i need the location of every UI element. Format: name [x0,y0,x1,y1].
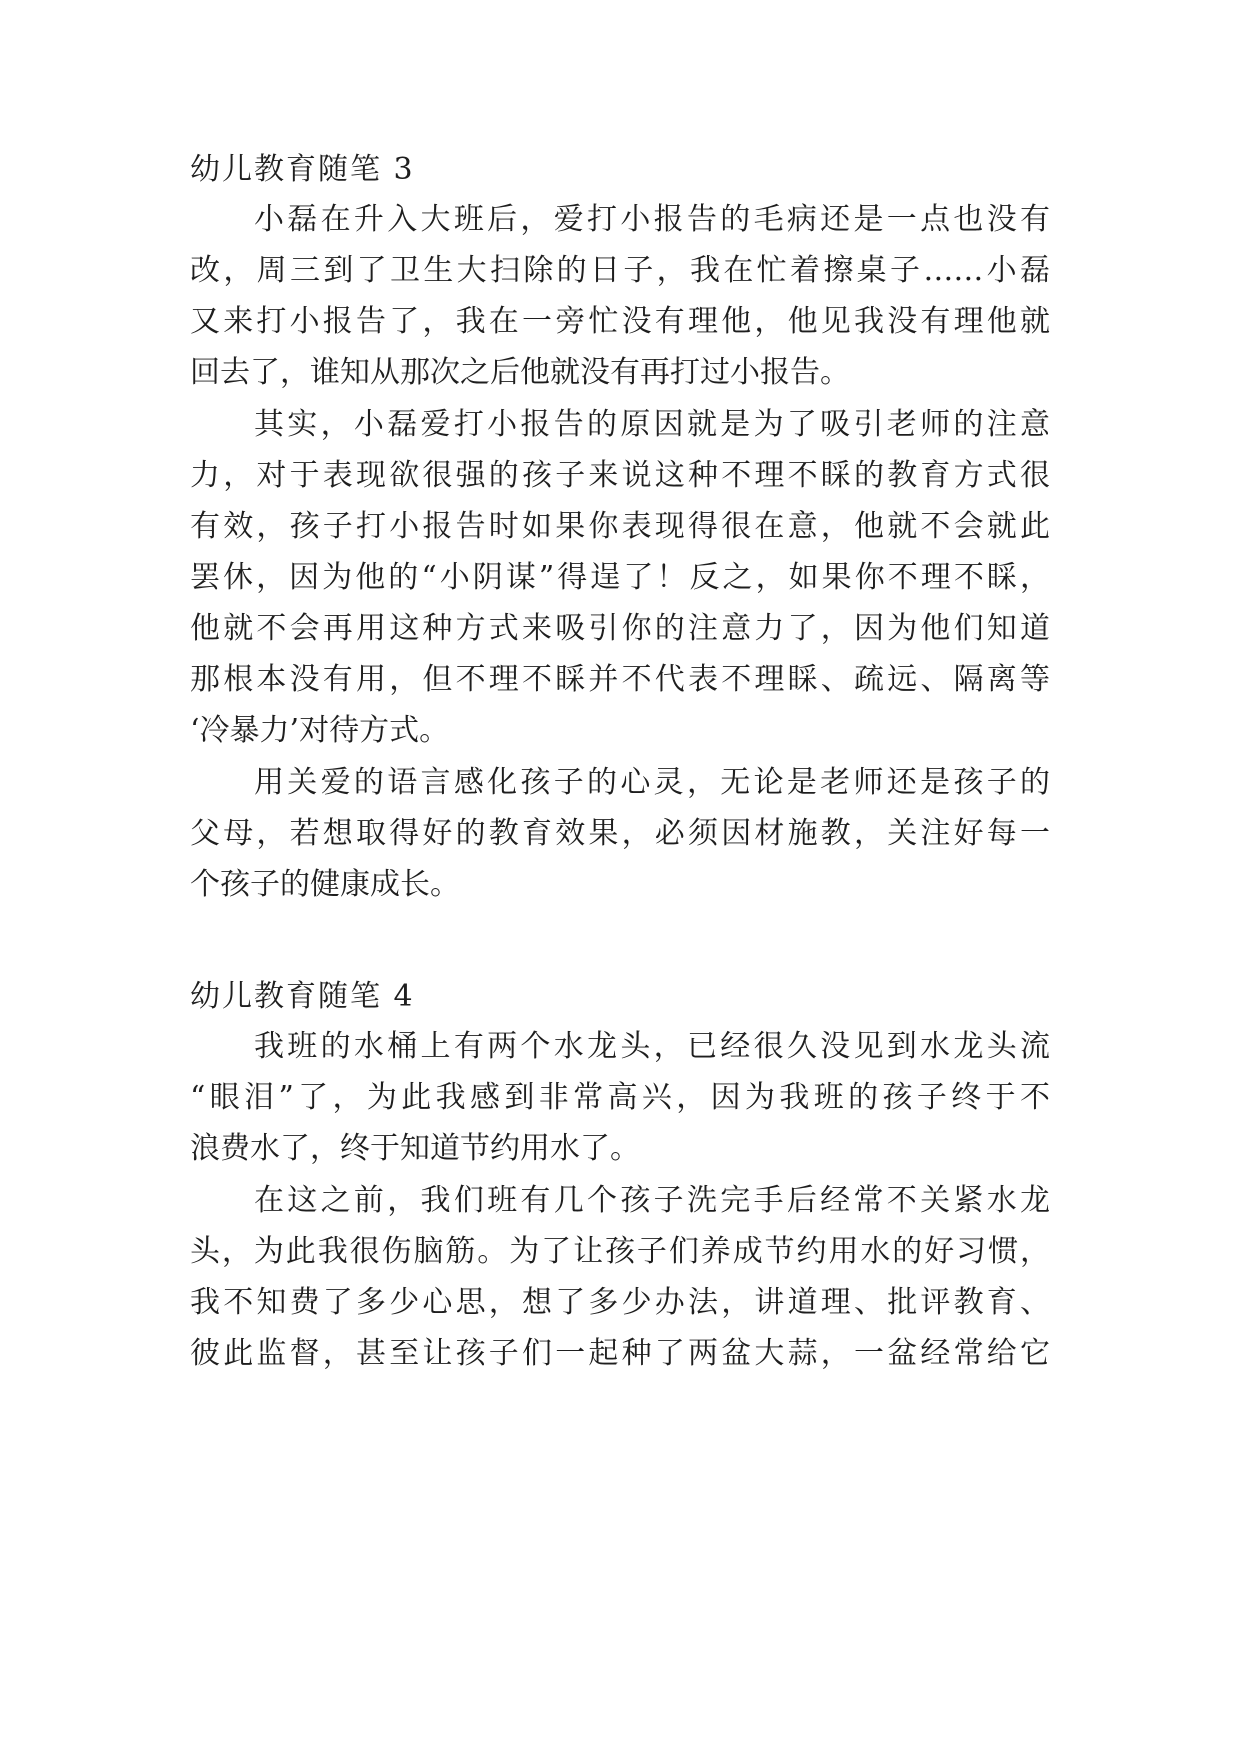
paragraph-line: ‘冷暴力’对待方式。 [190,713,450,748]
paragraph-line: 在这之前，我们班有几个孩子洗完手后经常不关紧水龙 [254,1183,1050,1218]
section-title-3: 幼儿教育随笔 3 [190,152,415,187]
paragraph-line: “眼泪”了，为此我感到非常高兴，因为我班的孩子终于不 [190,1080,1050,1115]
paragraph-line: 他就不会再用这种方式来吸引你的注意力了，因为他们知道 [190,611,1050,646]
paragraph-line: 回去了，谁知从那次之后他就没有再打过小报告。 [190,355,850,390]
paragraph-line: 个孩子的健康成长。 [190,867,460,902]
paragraph-line: 那根本没有用，但不理不睬并不代表不理睬、疏远、隔离等 [190,662,1050,697]
paragraph-line: 用关爱的语言感化孩子的心灵，无论是老师还是孩子的 [254,765,1050,800]
paragraph-line: 我不知费了多少心思，想了多少办法，讲道理、批评教育、 [190,1285,1050,1320]
paragraph-line: 又来打小报告了，我在一旁忙没有理他，他见我没有理他就 [190,304,1050,339]
paragraph-line: 浪费水了，终于知道节约用水了。 [190,1131,640,1166]
paragraph-line: 头，为此我很伤脑筋。为了让孩子们养成节约用水的好习惯， [190,1234,1050,1269]
paragraph-line: 小磊在升入大班后，爱打小报告的毛病还是一点也没有 [254,202,1050,237]
section-title-4: 幼儿教育随笔 4 [190,979,415,1014]
paragraph-line: 父母，若想取得好的教育效果，必须因材施教，关注好每一 [190,816,1050,851]
paragraph-line: 彼此监督，甚至让孩子们一起种了两盆大蒜，一盆经常给它 [190,1336,1050,1371]
paragraph-line: 力，对于表现欲很强的孩子来说这种不理不睬的教育方式很 [190,458,1050,493]
paragraph-line: 我班的水桶上有两个水龙头，已经很久没见到水龙头流 [254,1029,1050,1064]
paragraph-line: 罢休，因为他的“小阴谋”得逞了！反之，如果你不理不睬， [190,560,1050,595]
paragraph-line: 有效，孩子打小报告时如果你表现得很在意，他就不会就此 [190,509,1050,544]
paragraph-line: 改，周三到了卫生大扫除的日子，我在忙着擦桌子……小磊 [190,253,1050,288]
paragraph-line: 其实，小磊爱打小报告的原因就是为了吸引老师的注意 [254,407,1050,442]
